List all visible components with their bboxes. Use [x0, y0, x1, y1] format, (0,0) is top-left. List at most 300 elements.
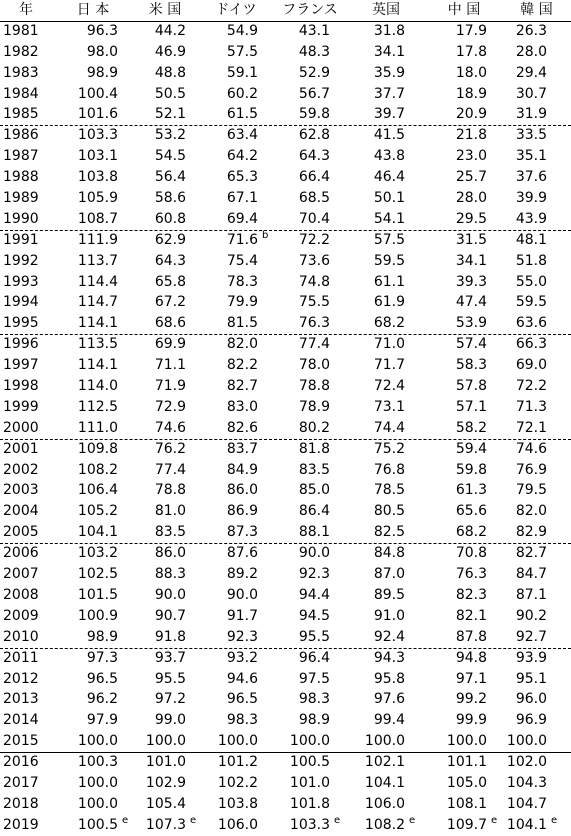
value-cell-uk: 80.5 — [373, 503, 405, 520]
value-cell-uk: 89.5 — [373, 586, 405, 603]
value-cell-china: 65.6 — [455, 503, 487, 520]
year-cell: 2017 — [3, 774, 39, 791]
value-cell-germany: 82.0 — [226, 336, 258, 353]
value-cell-germany: 92.3 — [226, 628, 258, 645]
header-year: 年 — [19, 2, 33, 18]
value-cell-france: 85.0 — [298, 482, 330, 499]
dashed-divider — [0, 648, 571, 649]
year-cell: 1991 — [3, 231, 39, 248]
value-cell-uk: 108.2 — [364, 816, 405, 833]
dashed-divider — [0, 543, 571, 544]
year-cell: 1990 — [3, 210, 39, 227]
value-cell-uk: 97.6 — [373, 691, 405, 708]
value-cell-uk: 94.3 — [373, 649, 405, 666]
table-row — [0, 794, 571, 815]
value-cell-uk: 31.8 — [373, 22, 405, 39]
value-cell-usa: 100.0 — [145, 733, 186, 750]
value-cell-usa: 60.8 — [154, 210, 186, 227]
value-cell-france: 68.5 — [298, 190, 330, 207]
value-cell-korea: 35.1 — [515, 148, 547, 165]
value-cell-china: 100.0 — [446, 733, 487, 750]
value-cell-germany: 75.4 — [226, 252, 258, 269]
table-row — [0, 460, 571, 481]
value-cell-uk: 54.1 — [373, 210, 405, 227]
value-cell-japan: 108.7 — [77, 210, 118, 227]
year-cell: 2008 — [3, 586, 39, 603]
value-cell-germany: 89.2 — [226, 566, 258, 583]
value-cell-germany: 87.3 — [226, 524, 258, 541]
value-cell-china: 23.0 — [455, 148, 487, 165]
value-cell-france: 98.9 — [298, 712, 330, 729]
value-cell-uk: 50.1 — [373, 190, 405, 207]
value-cell-korea: 96.0 — [515, 691, 547, 708]
value-cell-germany: 61.5 — [226, 106, 258, 123]
table-row — [0, 104, 571, 125]
footnote-mark: e — [491, 814, 498, 826]
value-cell-usa: 101.0 — [145, 754, 186, 771]
table-row — [0, 585, 571, 606]
year-cell: 2010 — [3, 628, 39, 645]
value-cell-usa: 86.0 — [154, 545, 186, 562]
value-cell-uk: 46.4 — [373, 169, 405, 186]
header-usa: 米 国 — [148, 2, 182, 18]
header-china: 中 国 — [447, 2, 481, 18]
value-cell-china: 31.5 — [455, 231, 487, 248]
value-cell-china: 25.7 — [455, 169, 487, 186]
value-cell-korea: 29.4 — [515, 64, 547, 81]
value-cell-uk: 72.4 — [373, 378, 405, 395]
value-cell-china: 20.9 — [455, 106, 487, 123]
value-cell-france: 80.2 — [298, 419, 330, 436]
value-cell-china: 21.8 — [455, 127, 487, 144]
value-cell-usa: 76.2 — [154, 440, 186, 457]
year-cell: 2013 — [3, 691, 39, 708]
value-cell-japan: 109.8 — [77, 440, 118, 457]
value-cell-japan: 105.9 — [77, 190, 118, 207]
value-cell-france: 62.8 — [298, 127, 330, 144]
value-cell-korea: 93.9 — [515, 649, 547, 666]
value-cell-uk: 104.1 — [364, 774, 405, 791]
value-cell-korea: 33.5 — [515, 127, 547, 144]
value-cell-uk: 78.5 — [373, 482, 405, 499]
value-cell-japan: 100.0 — [77, 795, 118, 812]
value-cell-china: 99.9 — [455, 712, 487, 729]
year-cell: 1985 — [3, 106, 39, 123]
value-cell-usa: 78.8 — [154, 482, 186, 499]
value-cell-france: 72.2 — [298, 231, 330, 248]
value-cell-korea: 96.9 — [515, 712, 547, 729]
value-cell-uk: 106.0 — [364, 795, 405, 812]
value-cell-usa: 97.2 — [154, 691, 186, 708]
value-cell-usa: 54.5 — [154, 148, 186, 165]
value-cell-japan: 105.2 — [77, 503, 118, 520]
value-cell-japan: 114.1 — [77, 315, 118, 332]
table-row — [0, 418, 571, 439]
table-row — [0, 606, 571, 627]
table-row — [0, 815, 571, 836]
value-cell-china: 101.1 — [446, 754, 487, 771]
dashed-divider — [0, 230, 571, 231]
value-cell-korea: 79.5 — [515, 482, 547, 499]
value-cell-usa: 65.8 — [154, 273, 186, 290]
table-row — [0, 773, 571, 794]
value-cell-china: 82.1 — [455, 607, 487, 624]
value-cell-france: 48.3 — [298, 43, 330, 60]
year-cell: 2009 — [3, 607, 39, 624]
value-cell-usa: 77.4 — [154, 461, 186, 478]
table-row — [0, 272, 571, 293]
value-cell-korea: 71.3 — [515, 398, 547, 415]
year-cell: 2018 — [3, 795, 39, 812]
table-row — [0, 376, 571, 397]
value-cell-france: 96.4 — [298, 649, 330, 666]
value-cell-uk: 35.9 — [373, 64, 405, 81]
year-cell: 1997 — [3, 357, 39, 374]
dashed-divider — [0, 334, 571, 335]
value-cell-korea: 48.1 — [515, 231, 547, 248]
table-row — [0, 480, 571, 501]
value-cell-korea: 82.9 — [515, 524, 547, 541]
value-cell-korea: 82.0 — [515, 503, 547, 520]
year-cell: 1982 — [3, 43, 39, 60]
value-cell-usa: 67.2 — [154, 294, 186, 311]
value-cell-korea: 104.1 — [506, 816, 547, 833]
value-cell-germany: 78.3 — [226, 273, 258, 290]
year-cell: 1984 — [3, 85, 39, 102]
table-row — [0, 21, 571, 42]
value-cell-france: 74.8 — [298, 273, 330, 290]
value-cell-china: 57.1 — [455, 398, 487, 415]
value-cell-france: 75.5 — [298, 294, 330, 311]
table-row — [0, 543, 571, 564]
value-cell-usa: 69.9 — [154, 336, 186, 353]
value-cell-germany: 83.0 — [226, 398, 258, 415]
table-row — [0, 251, 571, 272]
value-cell-france: 59.8 — [298, 106, 330, 123]
value-cell-china: 68.2 — [455, 524, 487, 541]
value-cell-japan: 114.4 — [77, 273, 118, 290]
value-cell-japan: 97.3 — [86, 649, 118, 666]
value-cell-uk: 39.7 — [373, 106, 405, 123]
value-cell-japan: 103.1 — [77, 148, 118, 165]
value-cell-usa: 107.3 — [145, 816, 186, 833]
value-cell-japan: 106.4 — [77, 482, 118, 499]
value-cell-germany: 100.0 — [217, 733, 258, 750]
year-cell: 1995 — [3, 315, 39, 332]
footnote-mark: e — [551, 814, 558, 826]
value-cell-china: 109.7 — [446, 816, 487, 833]
value-cell-france: 56.7 — [298, 85, 330, 102]
value-cell-korea: 74.6 — [515, 440, 547, 457]
value-cell-germany: 54.9 — [226, 22, 258, 39]
year-cell: 1993 — [3, 273, 39, 290]
year-cell: 1989 — [3, 190, 39, 207]
value-cell-usa: 93.7 — [154, 649, 186, 666]
value-cell-france: 83.5 — [298, 461, 330, 478]
value-cell-usa: 50.5 — [154, 85, 186, 102]
value-cell-usa: 44.2 — [154, 22, 186, 39]
year-cell: 1992 — [3, 252, 39, 269]
value-cell-france: 78.0 — [298, 357, 330, 374]
value-cell-japan: 102.5 — [77, 566, 118, 583]
value-cell-japan: 113.5 — [77, 336, 118, 353]
value-cell-france: 77.4 — [298, 336, 330, 353]
value-cell-france: 95.5 — [298, 628, 330, 645]
value-cell-japan: 98.9 — [86, 64, 118, 81]
value-cell-usa: 105.4 — [145, 795, 186, 812]
value-cell-china: 59.4 — [455, 440, 487, 457]
value-cell-germany: 71.6 — [226, 231, 258, 248]
value-cell-france: 97.5 — [298, 670, 330, 687]
value-cell-uk: 71.7 — [373, 357, 405, 374]
year-cell: 2000 — [3, 419, 39, 436]
value-cell-germany: 79.9 — [226, 294, 258, 311]
value-cell-uk: 43.8 — [373, 148, 405, 165]
value-cell-france: 43.1 — [298, 22, 330, 39]
value-cell-uk: 100.0 — [364, 733, 405, 750]
value-cell-china: 97.1 — [455, 670, 487, 687]
value-cell-usa: 53.2 — [154, 127, 186, 144]
value-cell-japan: 96.3 — [86, 22, 118, 39]
value-cell-korea: 28.0 — [515, 43, 547, 60]
value-cell-korea: 76.9 — [515, 461, 547, 478]
table-row — [0, 731, 571, 752]
value-cell-korea: 59.5 — [515, 294, 547, 311]
value-cell-france: 90.0 — [298, 545, 330, 562]
value-cell-germany: 90.0 — [226, 586, 258, 603]
value-cell-france: 52.9 — [298, 64, 330, 81]
value-cell-france: 66.4 — [298, 169, 330, 186]
table-row — [0, 167, 571, 188]
value-cell-korea: 100.0 — [506, 733, 547, 750]
solid-divider — [0, 21, 571, 22]
value-cell-france: 100.5 — [289, 754, 330, 771]
value-cell-japan: 103.8 — [77, 169, 118, 186]
value-cell-germany: 84.9 — [226, 461, 258, 478]
value-cell-usa: 74.6 — [154, 419, 186, 436]
value-cell-china: 18.9 — [455, 85, 487, 102]
value-cell-uk: 73.1 — [373, 398, 405, 415]
table-row — [0, 689, 571, 710]
table-row — [0, 334, 571, 355]
year-cell: 2016 — [3, 754, 39, 771]
table-row — [0, 669, 571, 690]
table-row — [0, 292, 571, 313]
value-cell-china: 17.9 — [455, 22, 487, 39]
value-cell-korea: 69.0 — [515, 357, 547, 374]
value-cell-germany: 83.7 — [226, 440, 258, 457]
table-row — [0, 501, 571, 522]
value-cell-uk: 82.5 — [373, 524, 405, 541]
value-cell-usa: 52.1 — [154, 106, 186, 123]
value-cell-germany: 87.6 — [226, 545, 258, 562]
value-cell-germany: 86.9 — [226, 503, 258, 520]
value-cell-uk: 71.0 — [373, 336, 405, 353]
value-cell-usa: 71.9 — [154, 378, 186, 395]
header-france: フランス — [282, 2, 338, 18]
value-cell-korea: 87.1 — [515, 586, 547, 603]
value-cell-korea: 82.7 — [515, 545, 547, 562]
year-cell: 2012 — [3, 670, 39, 687]
value-cell-usa: 90.0 — [154, 586, 186, 603]
value-cell-uk: 92.4 — [373, 628, 405, 645]
value-cell-china: 53.9 — [455, 315, 487, 332]
footnote-mark: e — [190, 814, 197, 826]
value-cell-china: 94.8 — [455, 649, 487, 666]
value-cell-uk: 59.5 — [373, 252, 405, 269]
value-cell-germany: 91.7 — [226, 607, 258, 624]
value-cell-uk: 87.0 — [373, 566, 405, 583]
value-cell-korea: 63.6 — [515, 315, 547, 332]
header-uk: 英国 — [372, 2, 400, 18]
value-cell-china: 108.1 — [446, 795, 487, 812]
value-cell-japan: 100.9 — [77, 607, 118, 624]
value-cell-korea: 72.2 — [515, 378, 547, 395]
value-cell-japan: 104.1 — [77, 524, 118, 541]
value-cell-china: 99.2 — [455, 691, 487, 708]
year-cell: 1996 — [3, 336, 39, 353]
footnote-mark: e — [122, 814, 129, 826]
value-cell-uk: 102.1 — [364, 754, 405, 771]
value-cell-korea: 104.7 — [506, 795, 547, 812]
value-cell-china: 59.8 — [455, 461, 487, 478]
year-cell: 2007 — [3, 566, 39, 583]
value-cell-germany: 86.0 — [226, 482, 258, 499]
value-cell-uk: 74.4 — [373, 419, 405, 436]
value-cell-japan: 100.5 — [77, 816, 118, 833]
value-cell-japan: 100.3 — [77, 754, 118, 771]
value-cell-germany: 96.5 — [226, 691, 258, 708]
value-cell-china: 28.0 — [455, 190, 487, 207]
value-cell-france: 78.9 — [298, 398, 330, 415]
table-row — [0, 397, 571, 418]
value-cell-usa: 56.4 — [154, 169, 186, 186]
value-cell-germany: 98.3 — [226, 712, 258, 729]
value-cell-korea: 43.9 — [515, 210, 547, 227]
year-cell: 2015 — [3, 733, 39, 750]
value-cell-germany: 102.2 — [217, 774, 258, 791]
value-cell-korea: 26.3 — [515, 22, 547, 39]
year-cell: 2005 — [3, 524, 39, 541]
header-germany: ドイツ — [215, 2, 257, 18]
value-cell-japan: 113.7 — [77, 252, 118, 269]
value-cell-japan: 112.5 — [77, 398, 118, 415]
value-cell-france: 73.6 — [298, 252, 330, 269]
footnote-mark: e — [334, 814, 341, 826]
dashed-divider — [0, 439, 571, 440]
value-cell-usa: 68.6 — [154, 315, 186, 332]
value-cell-china: 87.8 — [455, 628, 487, 645]
value-cell-usa: 99.0 — [154, 712, 186, 729]
value-cell-japan: 111.9 — [77, 231, 118, 248]
year-cell: 1994 — [3, 294, 39, 311]
year-cell: 1986 — [3, 127, 39, 144]
table-row — [0, 355, 571, 376]
value-cell-france: 81.8 — [298, 440, 330, 457]
value-cell-korea: 55.0 — [515, 273, 547, 290]
value-cell-france: 94.5 — [298, 607, 330, 624]
value-cell-japan: 100.4 — [77, 85, 118, 102]
value-cell-france: 64.3 — [298, 148, 330, 165]
footnote-mark: e — [409, 814, 416, 826]
value-cell-germany: 57.5 — [226, 43, 258, 60]
value-cell-france: 76.3 — [298, 315, 330, 332]
value-cell-germany: 82.6 — [226, 419, 258, 436]
value-cell-germany: 94.6 — [226, 670, 258, 687]
value-cell-uk: 57.5 — [373, 231, 405, 248]
year-cell: 2004 — [3, 503, 39, 520]
value-cell-korea: 31.9 — [515, 106, 547, 123]
table-row — [0, 313, 571, 334]
value-cell-japan: 111.0 — [77, 419, 118, 436]
value-cell-uk: 95.8 — [373, 670, 405, 687]
value-cell-japan: 101.5 — [77, 586, 118, 603]
value-cell-uk: 76.8 — [373, 461, 405, 478]
year-cell: 2001 — [3, 440, 39, 457]
value-cell-japan: 96.5 — [86, 670, 118, 687]
value-cell-korea: 90.2 — [515, 607, 547, 624]
value-cell-usa: 88.3 — [154, 566, 186, 583]
value-cell-germany: 82.2 — [226, 357, 258, 374]
value-cell-china: 17.8 — [455, 43, 487, 60]
value-cell-japan: 98.0 — [86, 43, 118, 60]
value-cell-usa: 95.5 — [154, 670, 186, 687]
value-cell-uk: 61.1 — [373, 273, 405, 290]
value-cell-uk: 37.7 — [373, 85, 405, 102]
table-row — [0, 146, 571, 167]
table-row — [0, 564, 571, 585]
table-row — [0, 230, 571, 251]
value-cell-france: 94.4 — [298, 586, 330, 603]
value-cell-germany: 60.2 — [226, 85, 258, 102]
value-cell-korea: 51.8 — [515, 252, 547, 269]
year-cell: 2006 — [3, 545, 39, 562]
value-cell-uk: 61.9 — [373, 294, 405, 311]
table-body — [0, 21, 571, 836]
table-row — [0, 188, 571, 209]
value-cell-japan: 96.2 — [86, 691, 118, 708]
value-cell-korea: 92.7 — [515, 628, 547, 645]
value-cell-usa: 90.7 — [154, 607, 186, 624]
value-cell-japan: 97.9 — [86, 712, 118, 729]
table-row — [0, 42, 571, 63]
value-cell-germany: 65.3 — [226, 169, 258, 186]
year-cell: 1987 — [3, 148, 39, 165]
value-cell-usa: 48.8 — [154, 64, 186, 81]
value-cell-germany: 81.5 — [226, 315, 258, 332]
value-cell-france: 101.8 — [289, 795, 330, 812]
value-cell-china: 105.0 — [446, 774, 487, 791]
table-row — [0, 209, 571, 230]
value-cell-usa: 58.6 — [154, 190, 186, 207]
value-cell-usa: 72.9 — [154, 398, 186, 415]
table-row — [0, 63, 571, 84]
value-cell-china: 58.2 — [455, 419, 487, 436]
year-cell: 2011 — [3, 649, 39, 666]
value-cell-china: 70.8 — [455, 545, 487, 562]
value-cell-usa: 83.5 — [154, 524, 186, 541]
value-cell-germany: 93.2 — [226, 649, 258, 666]
value-cell-usa: 62.9 — [154, 231, 186, 248]
value-cell-germany: 103.8 — [217, 795, 258, 812]
value-cell-france: 98.3 — [298, 691, 330, 708]
value-cell-japan: 114.1 — [77, 357, 118, 374]
value-cell-japan: 100.0 — [77, 733, 118, 750]
value-cell-korea: 37.6 — [515, 169, 547, 186]
value-cell-japan: 114.7 — [77, 294, 118, 311]
value-cell-china: 82.3 — [455, 586, 487, 603]
value-cell-france: 92.3 — [298, 566, 330, 583]
